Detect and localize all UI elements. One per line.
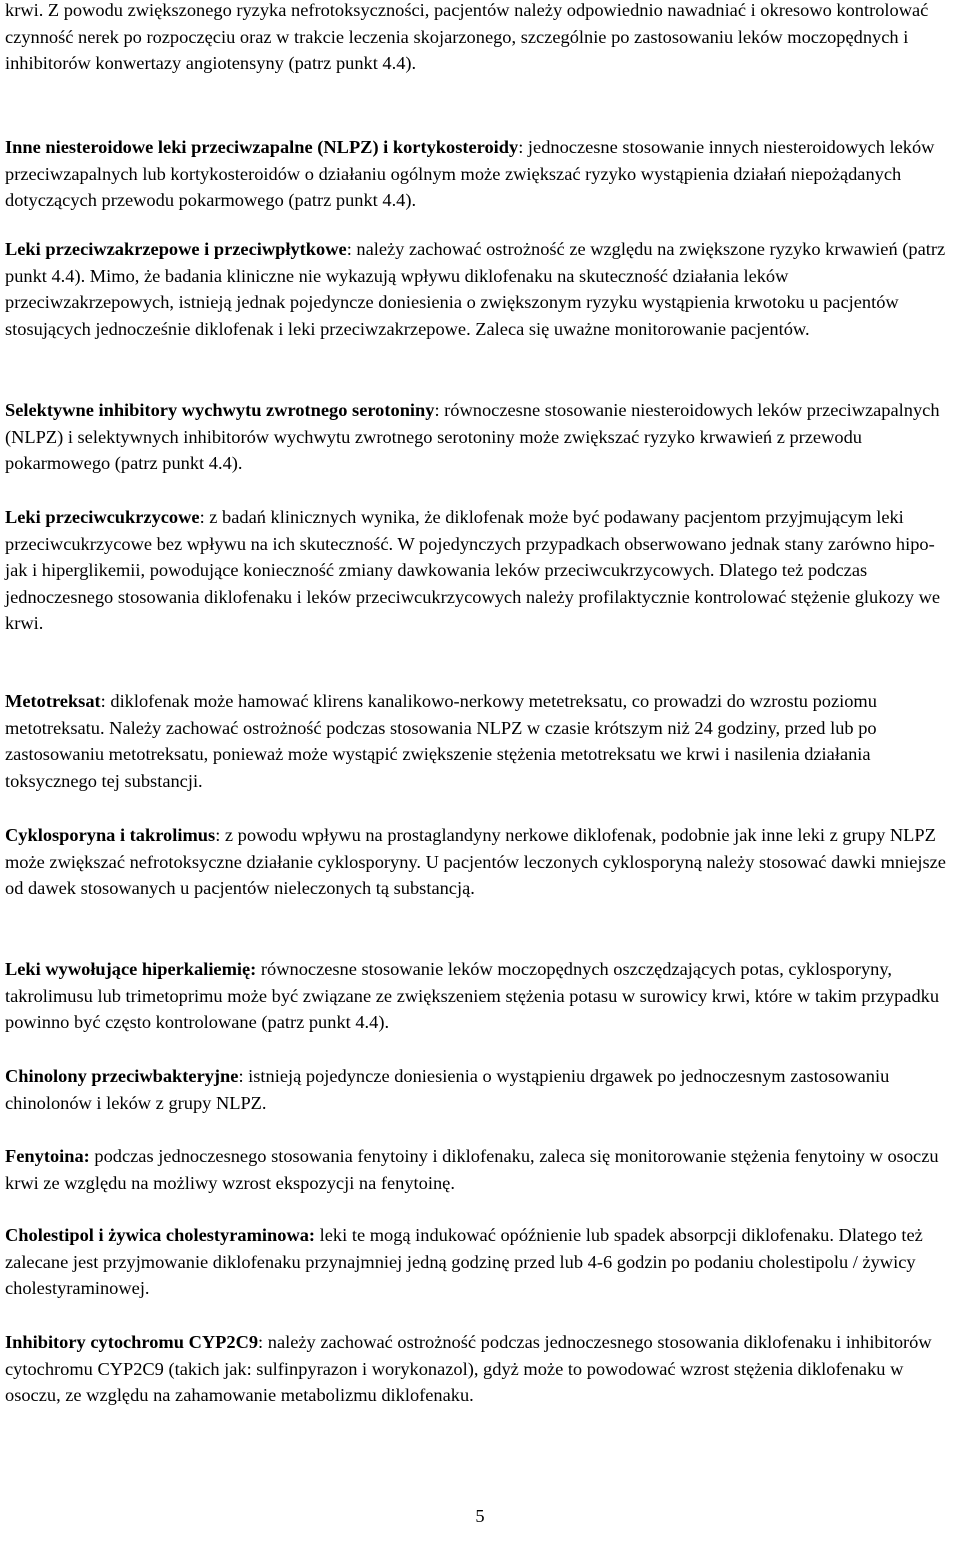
paragraph-text: : należy zachować ostrożność podczas jednoczesnego stosowania diklofenaku i inhibitorów cytochromu CYP2C9 (takich jak: sulfinpyrazon i worykonazol), gdyż może to powodować wzrost stężenia diklofenaku w osoczu, ze względu na zahamowanie metabolizmu diklofenaku.	[5, 1332, 932, 1405]
paragraph-cyp2c9	[5, 1329, 960, 1409]
paragraph-hyperkalemia	[5, 956, 960, 1036]
paragraph-text: leki te mogą indukować opóźnienie lub spadek absorpcji diklofenaku. Dlatego też zalecane jest przyjmowanie diklofenaku przynajmniej jedną godzinę przed lub 4-6 godzin po podaniu cholestipolu / żywicy cholestyraminowej.	[5, 1225, 923, 1298]
paragraph-heading: Cholestipol i żywica cholestyraminowa:	[5, 1225, 316, 1245]
paragraph-text: : jednoczesne stosowanie innych niesteroidowych leków przeciwzapalnych lub kortykosteroidów o działaniu ogólnym może zwiększać ryzyko wystąpienia działań niepożądanych dotyczących przewodu pokarmowego (patrz punkt 4.4).	[5, 137, 935, 210]
paragraph-text: : z powodu wpływu na prostaglandyny nerkowe diklofenak, podobnie jak inne leki z grupy NLPZ może zwiększać nefrotoksyczne działanie cyklosporyny. U pacjentów leczonych cyklosporyną należy stosować dawki mniejsze od dawek stosowanych u pacjentów nieleczonych tą substancją.	[5, 825, 946, 898]
paragraph-methotrexate	[5, 688, 960, 794]
paragraph-phenytoin	[5, 1143, 960, 1196]
paragraph-heading: Leki przeciwcukrzycowe	[5, 507, 200, 527]
paragraph-text: : z badań klinicznych wynika, że diklofenak może być podawany pacjentom przyjmującym leki przeciwcukrzycowe bez wpływu na ich skuteczność. W pojedynczych przypadkach obserwowano jednak stany zarówno hipo- jak i hiperglikemii, powodujące konieczność zmiany dawkowania leków przeciwcukrzycowych. Dlatego też podczas jednoczesnego stosowania diklofenaku i leków przeciwcukrzycowych należy profilaktycznie kontrolować stężenie glukozy we krwi.	[5, 507, 941, 633]
page-number: 5	[475, 1506, 485, 1526]
paragraph-text: podczas jednoczesnego stosowania fenytoiny i diklofenaku, zaleca się monitorowanie stężenia fenytoiny w osoczu krwi ze względu na możliwy wzrost ekspozycji na fenytoinę.	[5, 1146, 939, 1193]
paragraph-text: : równoczesne stosowanie niesteroidowych leków przeciwzapalnych (NLPZ) i selektywnych inhibitorów wychwytu zwrotnego serotoniny może zwiększać ryzyko krwawień z przewodu pokarmowego (patrz punkt 4.4).	[5, 400, 940, 473]
paragraph-text: równoczesne stosowanie leków moczopędnych oszczędzających potas, cyklosporyny, takrolimusu lub trimetoprimu może być związane ze zwiększeniem stężenia potasu w surowicy krwi, które w takim przypadku powinno być często kontrolowane (patrz punkt 4.4).	[5, 959, 940, 1032]
paragraph-intro	[5, 0, 960, 77]
paragraph-heading: Inne niesteroidowe leki przeciwzapalne (NLPZ) i kortykosteroidy	[5, 137, 519, 157]
paragraph-text: : diklofenak może hamować klirens kanalikowo-nerkowy metetreksatu, co prowadzi do wzrostu poziomu metotreksatu. Należy zachować ostrożność podczas stosowania NLPZ w czasie krótszym niż 24 godziny, przed lub po zastosowaniu metotreksatu, ponieważ może wystąpić zwiększenie stężenia metotreksatu we krwi i nasilenia działania toksycznego tej substancji.	[5, 691, 877, 791]
paragraph-heading: Leki przeciwzakrzepowe i przeciwpłytkowe	[5, 239, 347, 259]
paragraph-heading: Chinolony przeciwbakteryjne	[5, 1066, 239, 1086]
paragraph-quinolones	[5, 1063, 960, 1116]
paragraph-heading: Inhibitory cytochromu CYP2C9	[5, 1332, 259, 1352]
paragraph-heading: Cyklosporyna i takrolimus	[5, 825, 216, 845]
paragraph-cyclosporine	[5, 822, 960, 902]
paragraph-heading: Metotreksat	[5, 691, 101, 711]
paragraph-heading: Leki wywołujące hiperkaliemię:	[5, 959, 257, 979]
paragraph-text: : należy zachować ostrożność ze względu na zwiększone ryzyko krwawień (patrz punkt 4.4). Mimo, że badania kliniczne nie wykazują wpływu diklofenaku na skuteczność działania leków przeciwzakrzepowych, istnieją jednak pojedyncze doniesienia o zwiększonym ryzyku wystąpienia krwotoku u pacjentów stosujących jednocześnie diklofenak i leki przeciwzakrzepowe. Zaleca się uważne monitorowanie pacjentów.	[5, 239, 946, 339]
paragraph-nlpz	[5, 134, 960, 214]
paragraph-text: : istnieją pojedyncze doniesienia o wystąpieniu drgawek po jednoczesnym zastosowaniu chinolonów i leków z grupy NLPZ.	[5, 1066, 890, 1113]
paragraph-anticoagulants	[5, 236, 960, 342]
paragraph-antidiabetics	[5, 504, 960, 637]
paragraph-heading: Selektywne inhibitory wychwytu zwrotnego serotoniny	[5, 400, 435, 420]
paragraph-text: krwi. Z powodu zwiększonego ryzyka nefrotoksyczności, pacjentów należy odpowiednio nawadniać i okresowo kontrolować czynność nerek po rozpoczęciu oraz w trakcie leczenia skojarzonego, szczególnie po zastosowaniu leków moczopędnych i inhibitorów konwertazy angiotensyny (patrz punkt 4.4).	[5, 0, 929, 73]
paragraph-colestipol	[5, 1222, 960, 1302]
paragraph-ssri	[5, 397, 960, 477]
paragraph-heading: Fenytoina:	[5, 1146, 90, 1166]
